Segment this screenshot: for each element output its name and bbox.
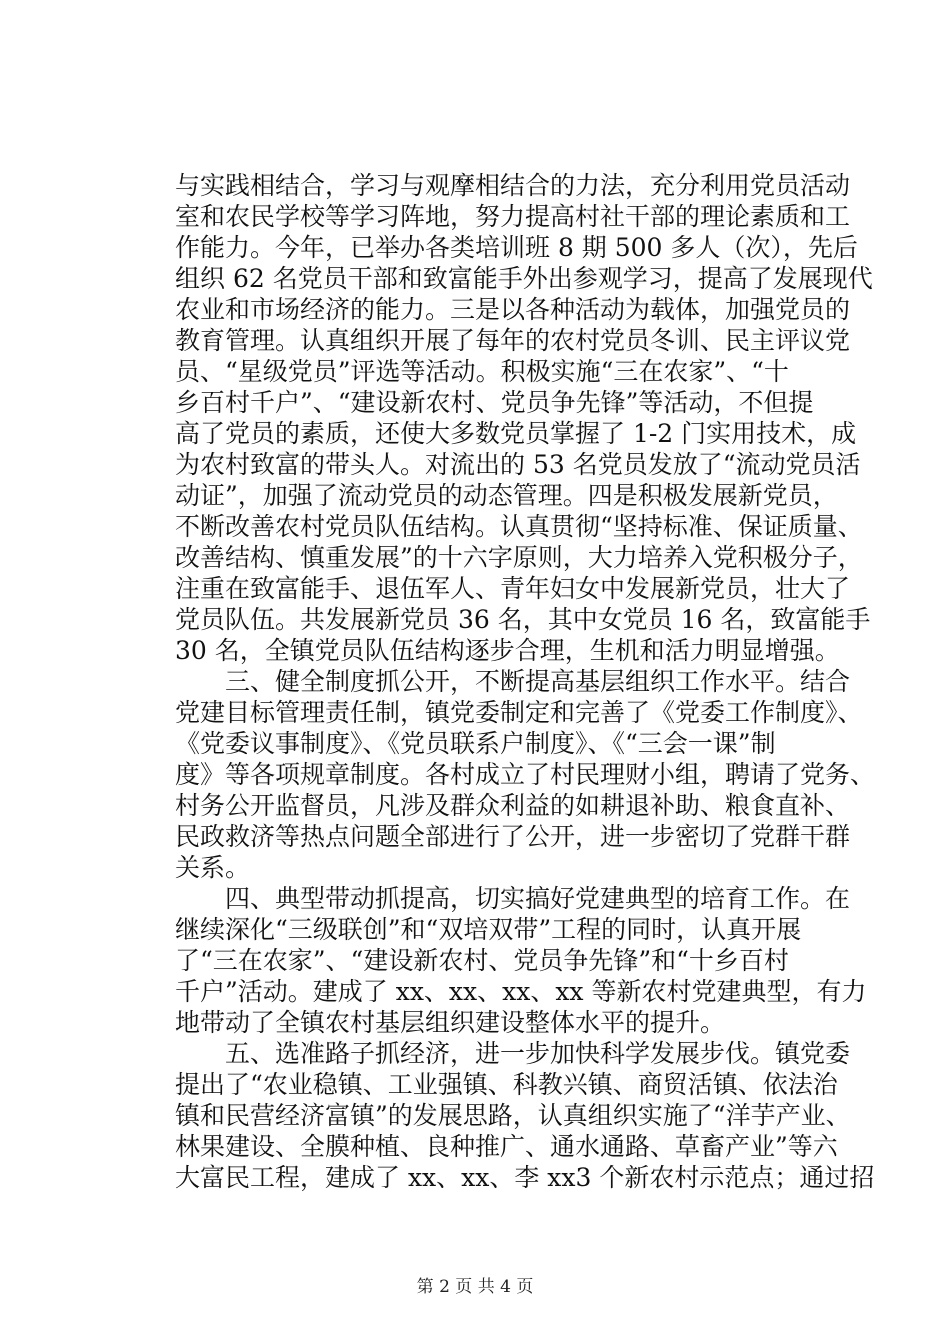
text-line: 《党委议事制度》、《党员联系户制度》、《“三会一课”制: [175, 729, 776, 758]
text-line: 关系。: [175, 853, 251, 882]
text-line: 五、选准路子抓经济，进一步加快科学发展步伐。镇党委: [175, 1039, 851, 1068]
text-line: 千户”活动。建成了 xx、xx、xx、xx 等新农村党建典型，有力: [175, 977, 867, 1006]
text-line: 村务公开监督员，凡涉及群众利益的如耕退补助、粮食直补、: [175, 791, 851, 820]
text-line: 地带动了全镇农村基层组织建设整体水平的提升。: [175, 1008, 726, 1037]
text-line: 教育管理。认真组织开展了每年的农村党员冬训、民主评议党: [175, 326, 851, 355]
text-line: 与实践相结合，学习与观摩相结合的力法，充分利用党员活动: [175, 171, 851, 200]
text-line: 镇和民营经济富镇”的发展思路，认真组织实施了“洋芋产业、: [175, 1101, 851, 1130]
text-line: 为农村致富的带头人。对流出的 53 名党员发放了“流动党员活: [175, 450, 861, 479]
text-line: 高了党员的素质，还使大多数党员掌握了 1-2 门实用技术，成: [175, 419, 857, 448]
text-line: 注重在致富能手、退伍军人、青年妇女中发展新党员，壮大了: [175, 574, 851, 603]
text-line: 不断改善农村党员队伍结构。认真贯彻“坚持标准、保证质量、: [175, 512, 863, 541]
text-line: 党员队伍。共发展新党员 36 名，其中女党员 16 名，致富能手: [175, 605, 871, 634]
text-line: 乡百村千户”、“建设新农村、党员争先锋”等活动，不但提: [175, 388, 814, 417]
text-line: 30 名，全镇党员队伍结构逐步合理，生机和活力明显增强。: [175, 636, 840, 665]
text-line: 农业和市场经济的能力。三是以各种活动为载体，加强党员的: [175, 295, 851, 324]
text-line: 大富民工程，建成了 xx、xx、李 xx3 个新农村示范点；通过招: [175, 1163, 875, 1192]
text-line: 改善结构、慎重发展”的十六字原则，大力培养入党积极分子，: [175, 543, 863, 572]
text-line: 了“三在农家”、“建设新农村、党员争先锋”和“十乡百村: [175, 946, 789, 975]
text-line: 提出了“农业稳镇、工业强镇、科教兴镇、商贸活镇、依法治: [175, 1070, 838, 1099]
text-line: 林果建设、全膜种植、良种推广、通水通路、草畜产业”等六: [175, 1132, 838, 1161]
text-line: 员、“星级党员”评选等活动。积极实施“三在农家”、“十: [175, 357, 789, 386]
page-number-footer: 第 2 页 共 4 页: [416, 1277, 534, 1297]
text-line: 动证”，加强了流动党员的动态管理。四是积极发展新党员，: [175, 481, 838, 510]
body-text: [175, 170, 876, 1193]
text-line: 民政救济等热点问题全部进行了公开，进一步密切了党群干群: [175, 822, 851, 851]
text-line: 室和农民学校等学习阵地，努力提高村社干部的理论素质和工: [175, 202, 851, 231]
text-line: 三、健全制度抓公开，不断提高基层组织工作水平。结合: [175, 667, 851, 696]
text-line: 党建目标管理责任制，镇党委制定和完善了《党委工作制度》、: [175, 698, 863, 727]
text-line: 组织 62 名党员干部和致富能手外出参观学习，提高了发展现代: [175, 264, 873, 293]
text-line: 作能力。今年，已举办各类培训班 8 期 500 多人（次），先后: [175, 233, 858, 262]
text-line: 继续深化“三级联创”和“双培双带”工程的同时，认真开展: [175, 915, 802, 944]
text-line: 度》等各项规章制度。各村成立了村民理财小组，聘请了党务、: [175, 760, 876, 789]
text-line: 四、典型带动抓提高，切实搞好党建典型的培育工作。在: [175, 884, 851, 913]
